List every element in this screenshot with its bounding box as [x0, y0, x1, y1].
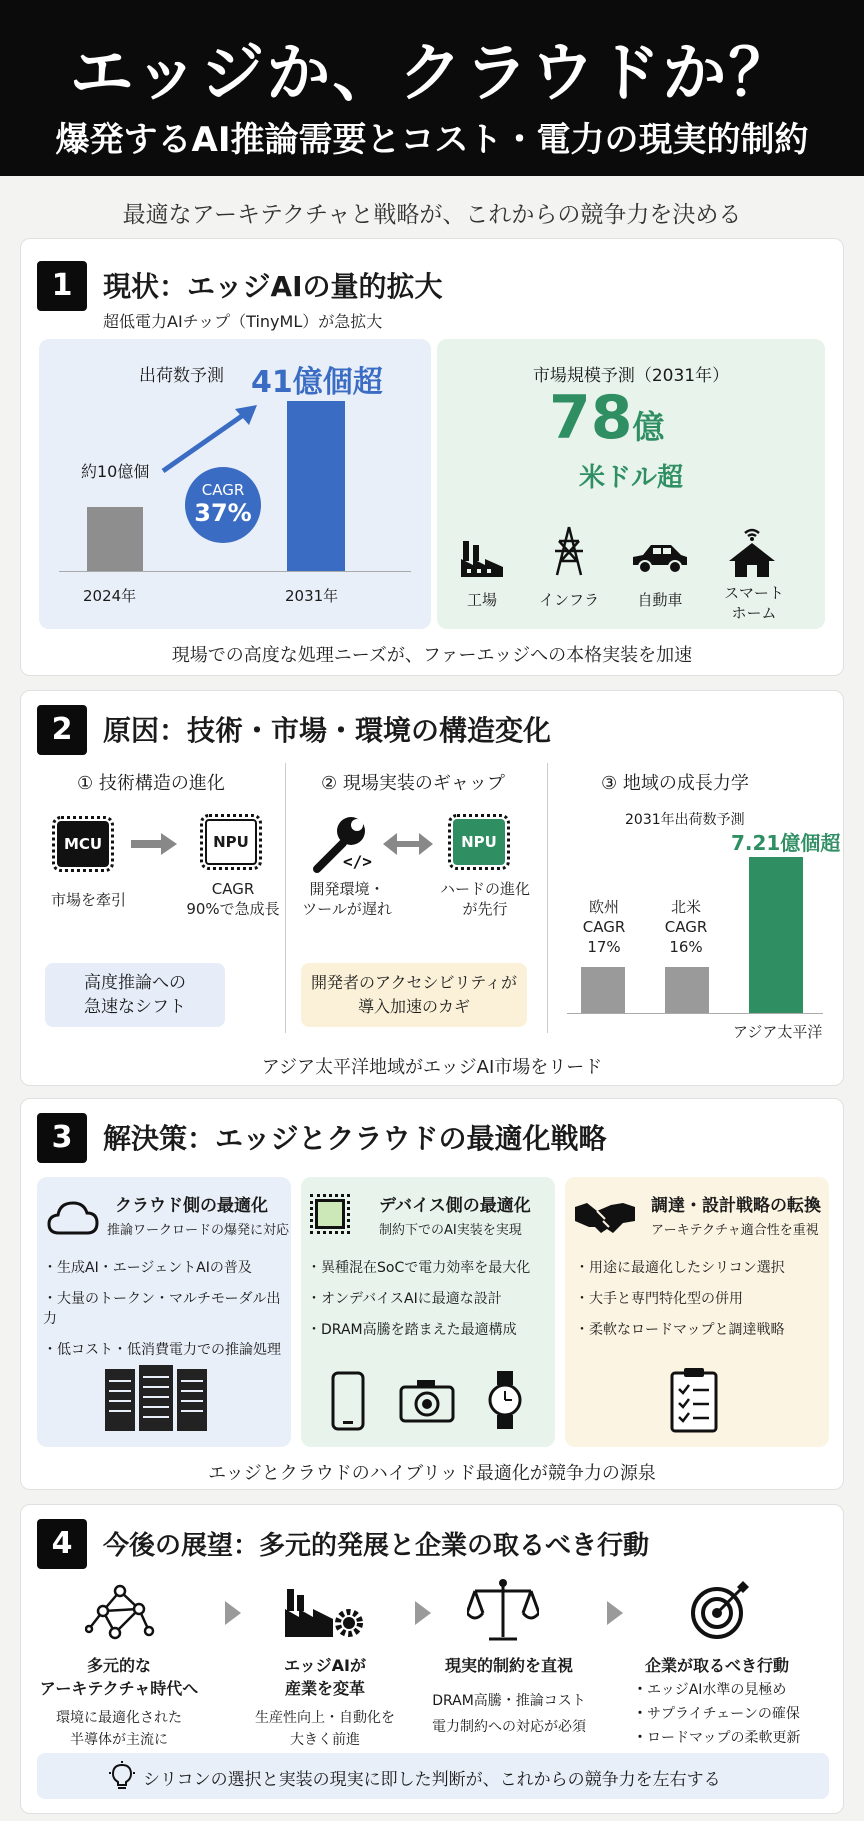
region-baseline [567, 1013, 823, 1014]
target-icon [689, 1579, 751, 1641]
shipments-panel [39, 339, 431, 629]
double-arrow-icon [383, 833, 433, 855]
na-val: 16% [669, 938, 703, 956]
main-subtitle: 爆発するAI推論需要とコスト・電力の現実的制約 [55, 120, 809, 160]
mcu-label: MCU [63, 835, 103, 853]
step-3-desc-1: DRAM高騰・推論コスト [432, 1693, 586, 1709]
power-tower-icon [549, 525, 589, 577]
col-divider [547, 763, 548, 1033]
procure-list [575, 1257, 785, 1350]
market-num: 78 [549, 383, 633, 453]
na-label [657, 897, 715, 957]
devenv-caption-2: ツールが遅れ [302, 900, 392, 918]
section-4-card [20, 1504, 844, 1814]
factory-icon [459, 537, 505, 577]
section-title: 今後の展望：多元的発展と企業の取るべき行動 [103, 1531, 650, 1561]
device-list [307, 1257, 530, 1350]
devenv-caption-1: 開発環境・ [309, 880, 385, 898]
step-3-desc-2: 電力制約への対応が必須 [432, 1719, 586, 1735]
section-3-card [20, 1098, 844, 1490]
section-2-card [20, 690, 844, 1086]
list-item: ・ 低コスト・低消費電力での推論処理 [43, 1339, 291, 1359]
step-arrow-icon [415, 1601, 431, 1625]
step-4-list [633, 1679, 800, 1751]
cagr-value: 37% [194, 499, 252, 527]
mcu-chip-icon [57, 821, 109, 867]
cloud-list [43, 1257, 291, 1370]
list-item: ・ 生成AI・エージェントAIの普及 [43, 1257, 291, 1277]
npu-green-label: NPU [461, 833, 497, 851]
device-panel [301, 1177, 555, 1447]
step-4-title: 企業が取るべき行動 [645, 1656, 790, 1675]
step-2-desc-1: 生産性向上・自動化を [255, 1710, 395, 1726]
handshake-icon [573, 1197, 637, 1237]
bar-na [665, 967, 709, 1013]
procure-sub: アーキテクチャ適合性を重視 [651, 1223, 819, 1238]
section-footer: 現場での高度な処理ニーズが、ファーエッジへの本格実装を加速 [171, 645, 693, 666]
list-item: ・ 大手と専門特化型の併用 [575, 1288, 785, 1308]
market-unit: 億 [632, 408, 665, 446]
step-3 [419, 1653, 599, 1740]
market-title: 市場規模予測（2031年） [532, 366, 730, 386]
server-rack-icon [95, 1363, 215, 1433]
npu-caption-2: 90%で急成長 [186, 900, 280, 918]
npu-chip-green-icon [453, 819, 505, 865]
year-2024-label: 2024年 [83, 587, 137, 605]
bar-2024 [87, 507, 143, 571]
bar-2031 [287, 401, 345, 571]
access-box-1: 開発者のアクセシビリティが [311, 973, 517, 992]
hw-caption-2: が先行 [462, 900, 508, 918]
cloud-sub: 推論ワークロードの爆発に対応 [107, 1223, 290, 1238]
bottom-banner [37, 1753, 829, 1799]
step-1-title-1: 多元的な [86, 1656, 151, 1675]
npu-caption-1: CAGR [211, 880, 255, 898]
na-name: 北米 [670, 898, 701, 916]
arrow-right-icon [131, 833, 177, 855]
list-item: ・ オンデバイスAIに最適な設計 [307, 1288, 530, 1308]
step-3-title: 現実的制約を直視 [444, 1656, 573, 1675]
cloud-panel [37, 1177, 291, 1447]
section-1-card [20, 238, 844, 676]
factory-gear-icon [283, 1585, 367, 1639]
step-arrow-icon [225, 1601, 241, 1625]
car-icon [629, 541, 691, 575]
cagr-label: CAGR [201, 481, 245, 499]
cloud-icon [47, 1199, 99, 1237]
step-2-title-1: エッジAIが [283, 1656, 367, 1675]
cloud-title: クラウド側の最適化 [115, 1196, 268, 1216]
tagline: 最適なアーキテクチャと戦略が、これからの競争力を決める [122, 202, 742, 228]
devenv-caption [297, 879, 397, 919]
access-box-2: 導入加速のカギ [357, 997, 470, 1016]
shift-box-1: 高度推論への [84, 973, 186, 993]
section-number: 4 [37, 1519, 87, 1569]
npu-label: NPU [213, 833, 249, 851]
header [0, 0, 864, 176]
step-1-desc-1: 環境に最適化された [56, 1710, 182, 1726]
step-1 [29, 1653, 209, 1751]
section-title: 原因：技術・市場・環境の構造変化 [103, 714, 552, 747]
step-2-desc-2: 大きく前進 [290, 1732, 360, 1748]
bar-asia [749, 857, 803, 1013]
scales-icon [467, 1577, 539, 1643]
mcu-caption: 市場を牽引 [51, 891, 127, 909]
hw-caption-1: ハードの進化 [439, 880, 530, 898]
market-item-infra: インフラ [538, 591, 599, 609]
main-title: エッジか、クラウドか？ [69, 37, 795, 111]
list-item: ・ DRAM高騰を踏まえた最適構成 [307, 1319, 530, 1339]
section-footer: アジア太平洋地域がエッジAI市場をリード [261, 1057, 603, 1078]
step-arrow-icon [607, 1601, 623, 1625]
wrench-code-icon [313, 813, 375, 873]
col-1-title: ① 技術構造の進化 [77, 773, 225, 794]
shift-box [45, 963, 225, 1027]
lightbulb-icon [107, 1761, 137, 1791]
npu-chip-icon [205, 819, 257, 865]
cagr-badge [185, 467, 261, 543]
chart-baseline [59, 571, 411, 572]
market-big-number [549, 383, 665, 453]
asia-value-label: 7.21億個超 [731, 831, 841, 855]
bar-eu [581, 967, 625, 1013]
step-2-title-2: 産業を変革 [284, 1679, 365, 1698]
col-2-title: ② 現場実装のギャップ [321, 773, 505, 794]
shipments-title: 出荷数予測 [139, 366, 224, 386]
value-2031-label: 41億個超 [251, 365, 383, 400]
smartwatch-icon [487, 1369, 523, 1431]
list-item: ・ 異種混在SoCで電力効率を最大化 [307, 1257, 530, 1277]
hw-caption [435, 879, 535, 919]
na-cagr: CAGR [664, 918, 708, 936]
section-number: 2 [37, 705, 87, 755]
eu-label [575, 897, 633, 957]
market-panel [437, 339, 825, 629]
step-1-title-2: アーキテクチャ時代へ [39, 1679, 199, 1698]
list-item: ・ 用途に最適化したシリコン選択 [575, 1257, 785, 1277]
market-sub: 米ドル超 [578, 463, 683, 493]
bottom-banner-text: シリコンの選択と実装の現実に即した判断が、これからの競争力を左右する [143, 1770, 721, 1790]
shift-box-2: 急速なシフト [84, 997, 186, 1017]
section-number: 3 [37, 1113, 87, 1163]
smartphone-icon [331, 1371, 365, 1431]
section-number: 1 [37, 261, 87, 311]
section-title: 現状：エッジAIの量的拡大 [103, 270, 443, 303]
step-2 [235, 1653, 415, 1751]
procure-title: 調達・設計戦略の転換 [651, 1196, 821, 1216]
col-divider [285, 763, 286, 1033]
section-title: 解決策：エッジとクラウドの最適化戦略 [103, 1122, 607, 1155]
list-item: ・ 大量のトークン・マルチモーダル出力 [43, 1288, 291, 1328]
list-item: ・ サプライチェーンの確保 [633, 1703, 800, 1723]
list-item: ・ エッジAI水準の見極め [633, 1679, 800, 1699]
device-title: デバイス側の最適化 [379, 1196, 531, 1216]
smart-home-icon [727, 525, 777, 577]
growth-arrow-icon [157, 397, 267, 477]
eu-cagr: CAGR [582, 918, 626, 936]
market-item-home: スマートホーム [724, 584, 784, 622]
checklist-icon [669, 1367, 719, 1433]
network-nodes-icon [85, 1581, 155, 1643]
asia-name: アジア太平洋 [733, 1023, 823, 1041]
section-footer: エッジとクラウドのハイブリッド最適化が競争力の源泉 [208, 1463, 656, 1484]
eu-name: 欧州 [588, 898, 619, 916]
market-item-factory: 工場 [466, 591, 497, 609]
market-item-auto: 自動車 [637, 591, 683, 609]
npu-caption [181, 879, 285, 919]
col-3-title: ③ 地域の成長力学 [601, 773, 749, 794]
section-subtitle: 超低電力AIチップ（TinyML）が急拡大 [103, 312, 383, 331]
list-item: ・ 柔軟なロードマップと調達戦略 [575, 1319, 785, 1339]
device-sub: 制約下でのAI実装を実現 [379, 1223, 522, 1238]
region-chart-title: 2031年出荷数予測 [625, 812, 745, 828]
svg-text:</>: </> [343, 852, 372, 871]
procure-panel [565, 1177, 829, 1447]
access-box [301, 963, 527, 1027]
camera-icon [399, 1377, 455, 1423]
list-item: ・ ロードマップの柔軟更新 [633, 1727, 800, 1747]
eu-val: 17% [587, 938, 621, 956]
soc-chip-icon [315, 1199, 345, 1229]
step-1-desc-2: 半導体が主流に [70, 1732, 168, 1748]
value-2024-label: 約10億個 [81, 462, 150, 481]
year-2031-label: 2031年 [285, 587, 339, 605]
